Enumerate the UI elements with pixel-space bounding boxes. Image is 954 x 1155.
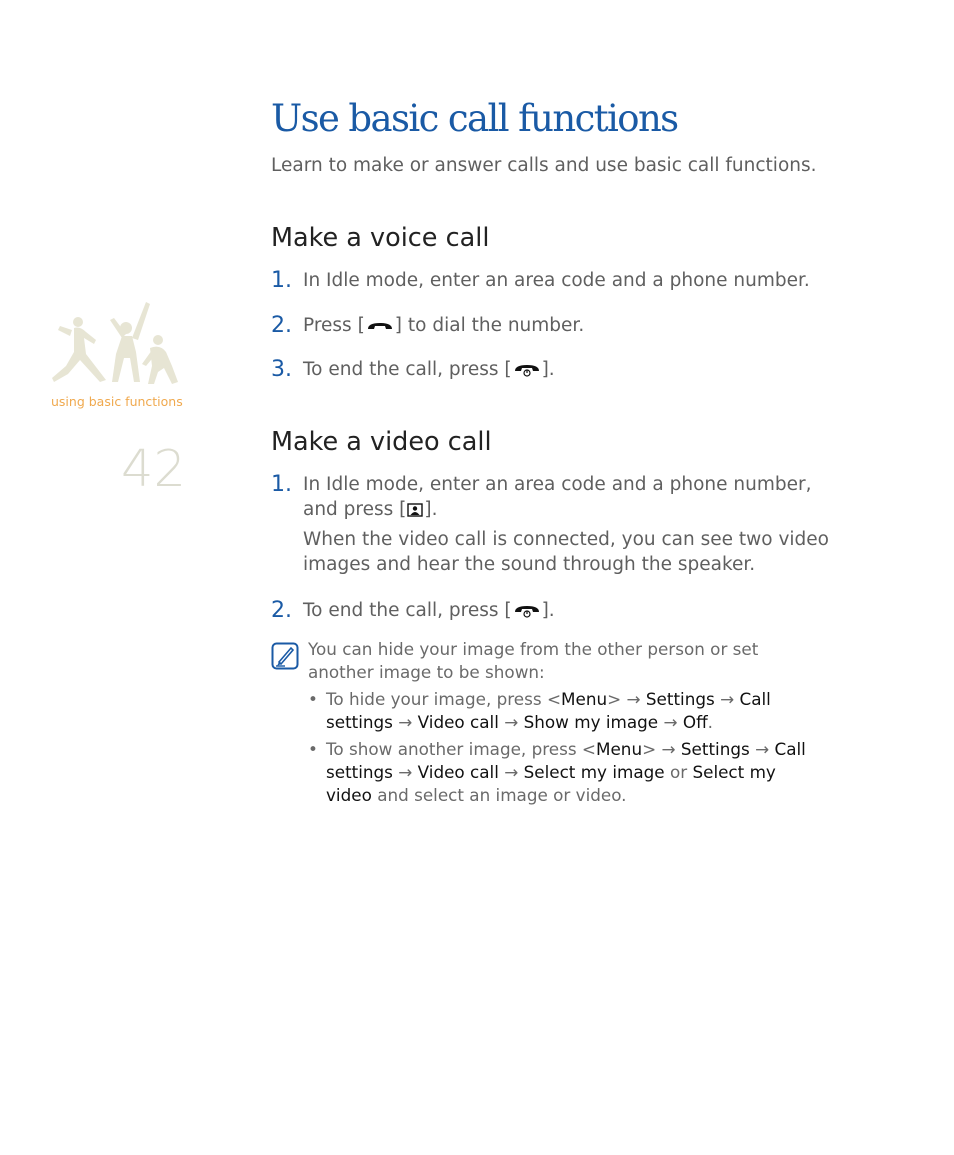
step-text: In Idle mode, enter an area code and a phone number. xyxy=(303,270,810,291)
end-key-icon xyxy=(513,363,541,377)
step-number: 3. xyxy=(271,357,292,382)
video-step-2 xyxy=(271,598,861,623)
step-text: To end the call, press [ ]. xyxy=(303,359,555,380)
step-number: 2. xyxy=(271,598,292,623)
step-number: 1. xyxy=(271,472,292,497)
page-intro: Learn to make or answer calls and use basic call functions. xyxy=(271,155,817,176)
list-item: • To show another image, press <Menu> → Settings → Call settings → Video call → Select my image or Select my video and select an image or video. xyxy=(308,739,806,805)
step-text: To end the call, press [ ]. xyxy=(303,600,555,621)
dial-key-icon xyxy=(366,320,394,332)
bullet: • xyxy=(308,739,318,759)
step-number: 2. xyxy=(271,313,292,338)
step-text: Press [ ] to dial the number. xyxy=(303,315,585,336)
note-box xyxy=(308,638,818,811)
voice-call-heading: Make a voice call xyxy=(271,223,490,253)
note-text: You can hide your image from the other person or set another image to be shown: xyxy=(308,639,759,682)
end-key-icon xyxy=(513,604,541,618)
dancers-silhouette-icon xyxy=(50,296,182,388)
video-call-key-icon xyxy=(407,503,423,517)
video-step-1 xyxy=(271,472,861,577)
step-number: 1. xyxy=(271,268,292,293)
list-item: • To hide your image, press <Menu> → Settings → Call settings → Video call → Show my image → Off. xyxy=(308,689,771,732)
video-call-heading: Make a video call xyxy=(271,427,492,457)
note-pencil-icon xyxy=(271,642,299,670)
voice-step-1 xyxy=(271,268,861,293)
step-text: In Idle mode, enter an area code and a phone number, and press [ ]. xyxy=(303,474,812,520)
voice-step-3 xyxy=(271,357,861,382)
page-title: Use basic call functions xyxy=(271,97,678,140)
voice-step-2 xyxy=(271,313,861,338)
bullet: • xyxy=(308,689,318,709)
section-label: using basic functions xyxy=(51,394,183,409)
note-list xyxy=(308,688,818,807)
step-detail: When the video call is connected, you can see two video images and hear the sound through the speaker. xyxy=(303,529,830,575)
page-number: 42 xyxy=(121,440,186,499)
